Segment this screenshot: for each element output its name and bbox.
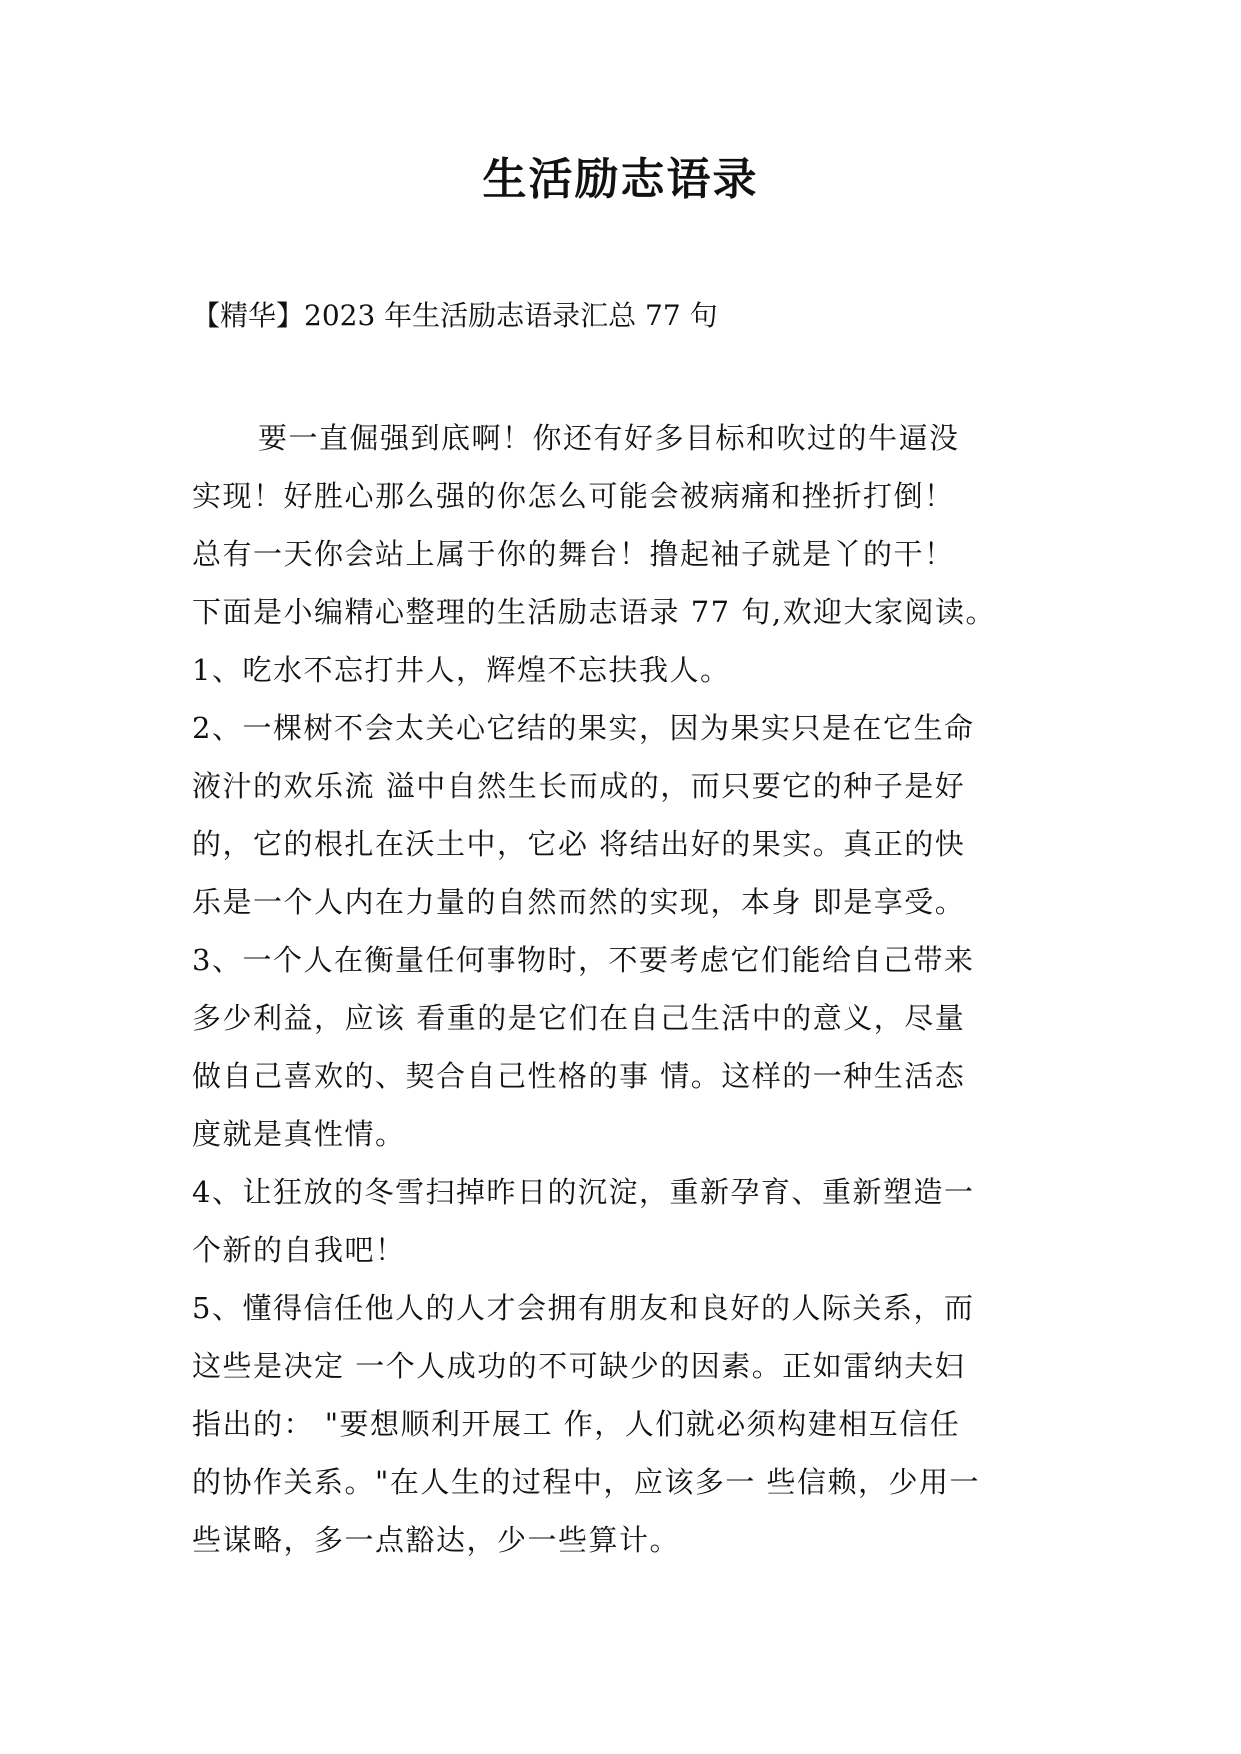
document-subtitle: 【精华】2023 年生活励志语录汇总 77 句 bbox=[192, 299, 718, 332]
text-line: 3、一个人在衡量任何事物时，不要考虑它们能给自己带来 bbox=[192, 943, 975, 977]
text-line: 4、让狂放的冬雪扫掉昨日的沉淀，重新孕育、重新塑造一 bbox=[192, 1175, 975, 1209]
text-line: 这些是决定 一个人成功的不可缺少的因素。正如雷纳夫妇 bbox=[192, 1349, 966, 1383]
text-line: 度就是真性情。 bbox=[192, 1117, 406, 1151]
text-line: 5、懂得信任他人的人才会拥有朋友和良好的人际关系，而 bbox=[192, 1291, 975, 1325]
text-line: 做自己喜欢的、契合自己性格的事 情。这样的一种生活态 bbox=[192, 1059, 966, 1093]
text-line: 的协作关系。"在人生的过程中，应该多一 些信赖，少用一 bbox=[192, 1465, 981, 1499]
document-title: 生活励志语录 bbox=[482, 154, 759, 205]
text-line: 乐是一个人内在力量的自然而然的实现，本身 即是享受。 bbox=[192, 885, 966, 919]
text-line: 指出的： "要想顺利开展工 作，人们就必须构建相互信任 bbox=[192, 1407, 961, 1441]
text-line: 些谋略，多一点豁达，少一些算计。 bbox=[192, 1523, 681, 1557]
text-line: 1、吃水不忘打井人，辉煌不忘扶我人。 bbox=[192, 653, 731, 687]
text-line: 个新的自我吧！ bbox=[192, 1233, 406, 1267]
text-line: 多少利益，应该 看重的是它们在自己生活中的意义，尽量 bbox=[192, 1001, 966, 1035]
body-text bbox=[192, 409, 1072, 1569]
text-line: 液汁的欢乐流 溢中自然生长而成的，而只要它的种子是好 bbox=[192, 769, 966, 803]
text-line: 总有一天你会站上属于你的舞台！撸起袖子就是丫的干！ bbox=[192, 537, 955, 571]
text-line: 要一直倔强到底啊！你还有好多目标和吹过的牛逼没 bbox=[258, 421, 960, 455]
text-line: 2、一棵树不会太关心它结的果实，因为果实只是在它生命 bbox=[192, 711, 975, 745]
text-line: 下面是小编精心整理的生活励志语录 77 句,欢迎大家阅读。 bbox=[192, 595, 997, 629]
text-line: 实现！好胜心那么强的你怎么可能会被病痛和挫折打倒！ bbox=[192, 479, 955, 513]
text-line: 的，它的根扎在沃土中，它必 将结出好的果实。真正的快 bbox=[192, 827, 966, 861]
